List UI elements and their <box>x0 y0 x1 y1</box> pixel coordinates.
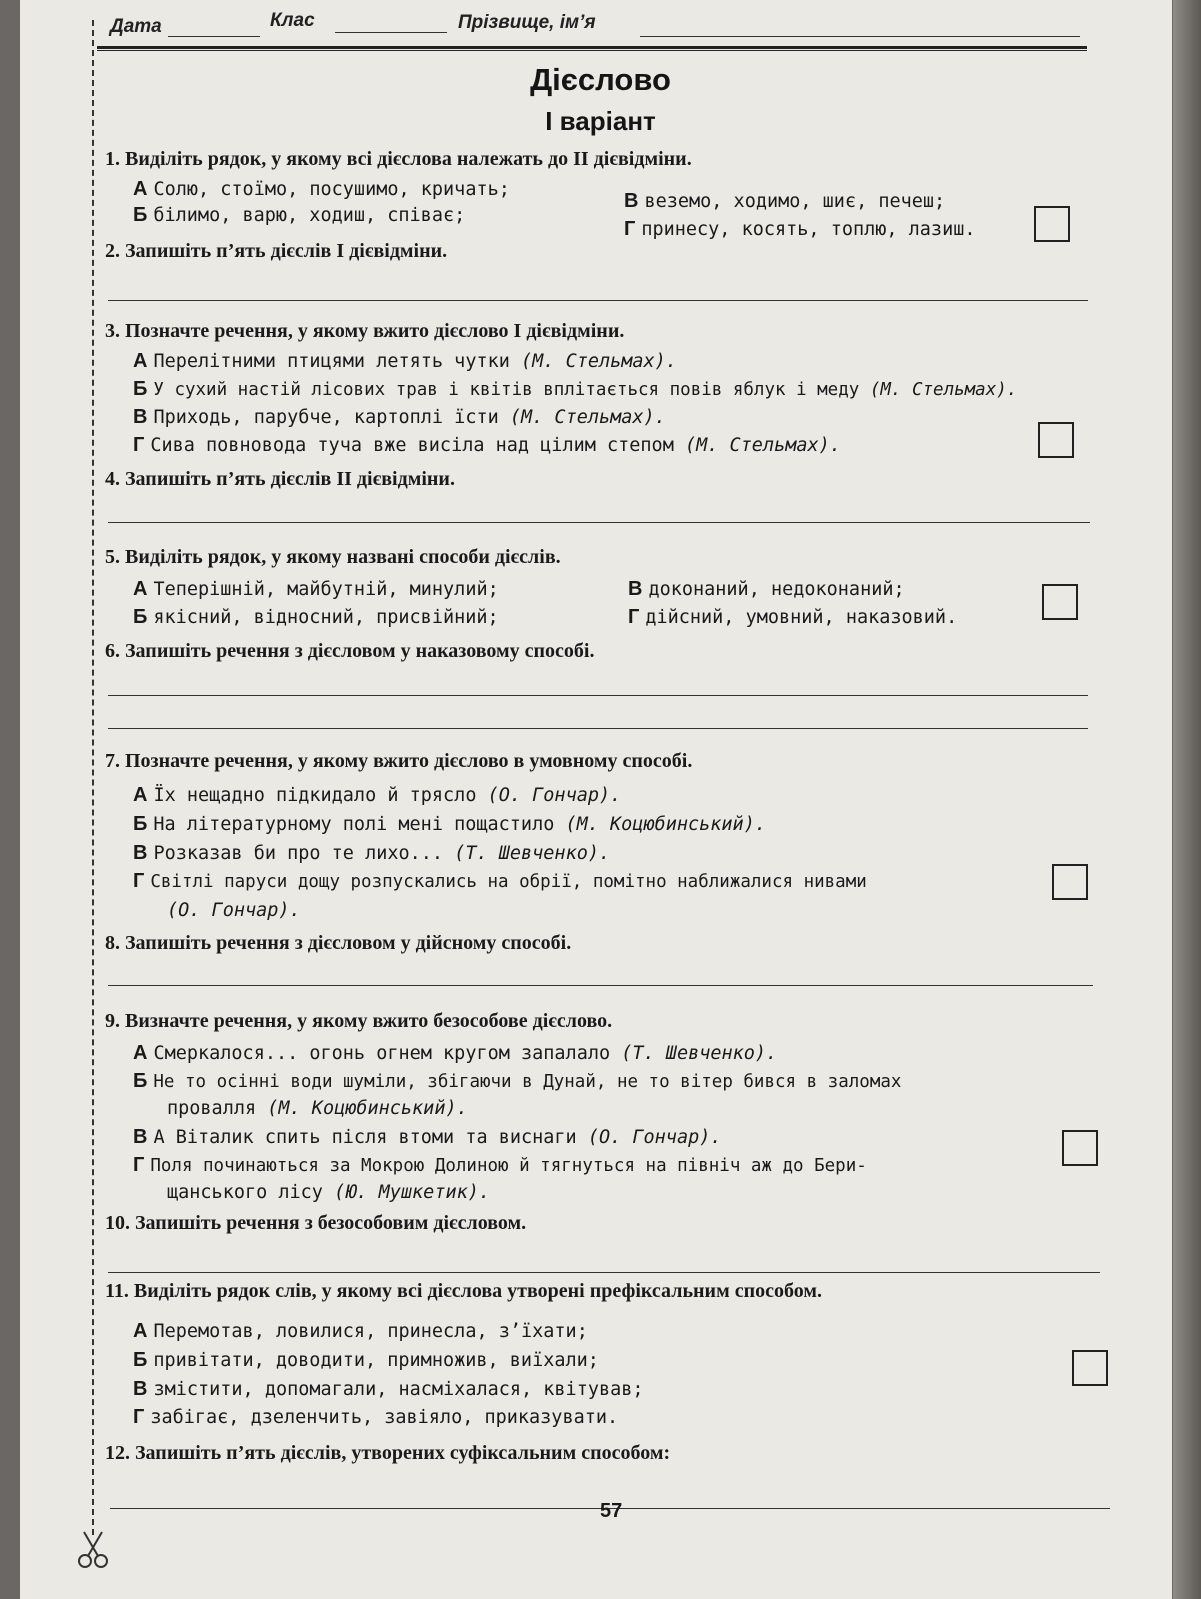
q9-option-v[interactable]: В А Віталик спить після втоми та виснаги (О. Гончар). <box>133 1126 722 1148</box>
question-9: 9. Визначте речення, у якому вжито безособове дієслово. <box>105 1010 613 1032</box>
page-title: Дієслово <box>530 62 671 97</box>
page-number: 57 <box>600 1500 623 1522</box>
q11-option-a[interactable]: А Перемотав, ловилися, принесла, з’їхати; <box>133 1320 588 1342</box>
q7-option-a[interactable]: А Їх нещадно підкидало й трясло (О. Гончар). <box>133 784 622 806</box>
question-3: 3. Позначте речення, у якому вжито дієслово I дієвідміни. <box>105 320 625 342</box>
q7-option-g[interactable]: Г Світлі паруси дощу розпускались на обрії, помітно наближалися нивами <box>133 870 867 892</box>
header-rule <box>97 46 1087 49</box>
q7-option-g-source: (О. Гончар). <box>167 900 301 921</box>
q3-option-v[interactable]: В Приходь, парубче, картоплі їсти (М. Стельмах). <box>133 406 666 428</box>
question-8: 8. Запишіть речення з дієсловом у дійсному способі. <box>105 932 572 954</box>
q3-option-a[interactable]: А Перелітними птицями летять чутки (М. Стельмах). <box>133 350 677 372</box>
q11-option-v[interactable]: В змістити, допомагали, насміхалася, квітував; <box>133 1378 644 1400</box>
name-label: Прізвище, ім’я <box>458 12 596 33</box>
q10-answer-line[interactable] <box>108 1272 1100 1273</box>
q11-option-b[interactable]: Б привітати, доводити, примножив, виїхали; <box>133 1349 599 1371</box>
q11-option-g[interactable]: Г забігає, дзеленчить, завіяло, приказувати. <box>133 1406 619 1428</box>
q5-answer-box[interactable] <box>1042 584 1078 620</box>
q5-option-b[interactable]: Б якісний, відносний, присвійний; <box>133 606 499 628</box>
q11-answer-box[interactable] <box>1072 1350 1108 1386</box>
q6-answer-line-2[interactable] <box>108 728 1088 729</box>
q1-option-v[interactable]: В веземо, ходимо, шиє, печеш; <box>624 190 946 212</box>
scissors-icon <box>76 1530 110 1570</box>
q1-answer-box[interactable] <box>1034 206 1070 242</box>
q2-answer-line[interactable] <box>108 300 1088 301</box>
q5-option-v[interactable]: В доконаний, недоконаний; <box>628 578 905 600</box>
q9-option-b[interactable]: Б Не то осінні води шуміли, збігаючи в Дунай, не то вітер бився в заломах <box>133 1070 902 1092</box>
q3-answer-box[interactable] <box>1038 422 1074 458</box>
q5-option-a[interactable]: А Теперішній, майбутній, минулий; <box>133 578 499 600</box>
variant-title: I варіант <box>545 106 656 136</box>
q9-option-a[interactable]: А Смеркалося... огонь огнем кругом запалало (Т. Шевченко). <box>133 1042 778 1064</box>
q9-option-g[interactable]: Г Поля починаються за Мокрою Долиною й тягнуться на північ аж до Бери- <box>133 1154 867 1176</box>
question-7: 7. Позначте речення, у якому вжито дієслово в умовному способі. <box>105 750 693 772</box>
question-6: 6. Запишіть речення з дієсловом у наказовому способі. <box>105 640 595 662</box>
question-11: 11. Виділіть рядок слів, у якому всі дієслова утворені префіксальним способом. <box>105 1280 822 1302</box>
header-rule-thin <box>97 50 1087 51</box>
class-label: Клас <box>270 10 315 31</box>
q1-option-a[interactable]: А Солю, стоїмо, посушимо, кричать; <box>133 178 510 200</box>
q1-option-b[interactable]: Б білимо, варю, ходиш, співає; <box>133 204 466 226</box>
question-12: 12. Запишіть п’ять дієслів, утворених суфіксальним способом: <box>105 1442 671 1464</box>
class-field[interactable] <box>335 14 447 33</box>
q9-answer-box[interactable] <box>1062 1130 1098 1166</box>
q4-answer-line[interactable] <box>108 522 1090 523</box>
book-spine <box>1173 0 1201 1599</box>
header-row <box>110 10 1085 44</box>
q7-option-v[interactable]: В Розказав би про те лихо... (Т. Шевченко). <box>133 842 611 864</box>
question-2: 2. Запишіть п’ять дієслів I дієвідміни. <box>105 240 448 262</box>
q1-option-g[interactable]: Г принесу, косять, топлю, лазиш. <box>624 218 976 240</box>
question-10: 10. Запишіть речення з безособовим дієсловом. <box>105 1212 527 1234</box>
question-5: 5. Виділіть рядок, у якому названі способи дієслів. <box>105 546 561 568</box>
q3-option-b[interactable]: Б У сухий настій лісових трав і квітів вплітається повів яблук і меду (М. Стельмах). <box>133 378 1018 400</box>
q5-option-g[interactable]: Г дійсний, умовний, наказовий. <box>628 606 958 628</box>
q8-answer-line[interactable] <box>108 985 1093 986</box>
question-4: 4. Запишіть п’ять дієслів II дієвідміни. <box>105 468 455 490</box>
q6-answer-line-1[interactable] <box>108 695 1088 696</box>
cut-line <box>92 20 94 1535</box>
q7-option-b[interactable]: Б На літературному полі мені пощастило (М. Коцюбинський). <box>133 813 766 835</box>
date-label: Дата <box>110 16 162 37</box>
q9-option-g-cont: щанського лісу (Ю. Мушкетик). <box>167 1182 491 1203</box>
name-field[interactable] <box>640 18 1080 37</box>
question-1: 1. Виділіть рядок, у якому всі дієслова належать до II дієвідміни. <box>105 148 692 170</box>
q7-answer-box[interactable] <box>1052 864 1088 900</box>
q9-option-b-cont: провалля (М. Коцюбинський). <box>167 1098 468 1119</box>
date-field[interactable] <box>168 18 260 37</box>
q3-option-g[interactable]: Г Сива повновода туча вже висіла над цілим степом (М. Стельмах). <box>133 434 841 456</box>
